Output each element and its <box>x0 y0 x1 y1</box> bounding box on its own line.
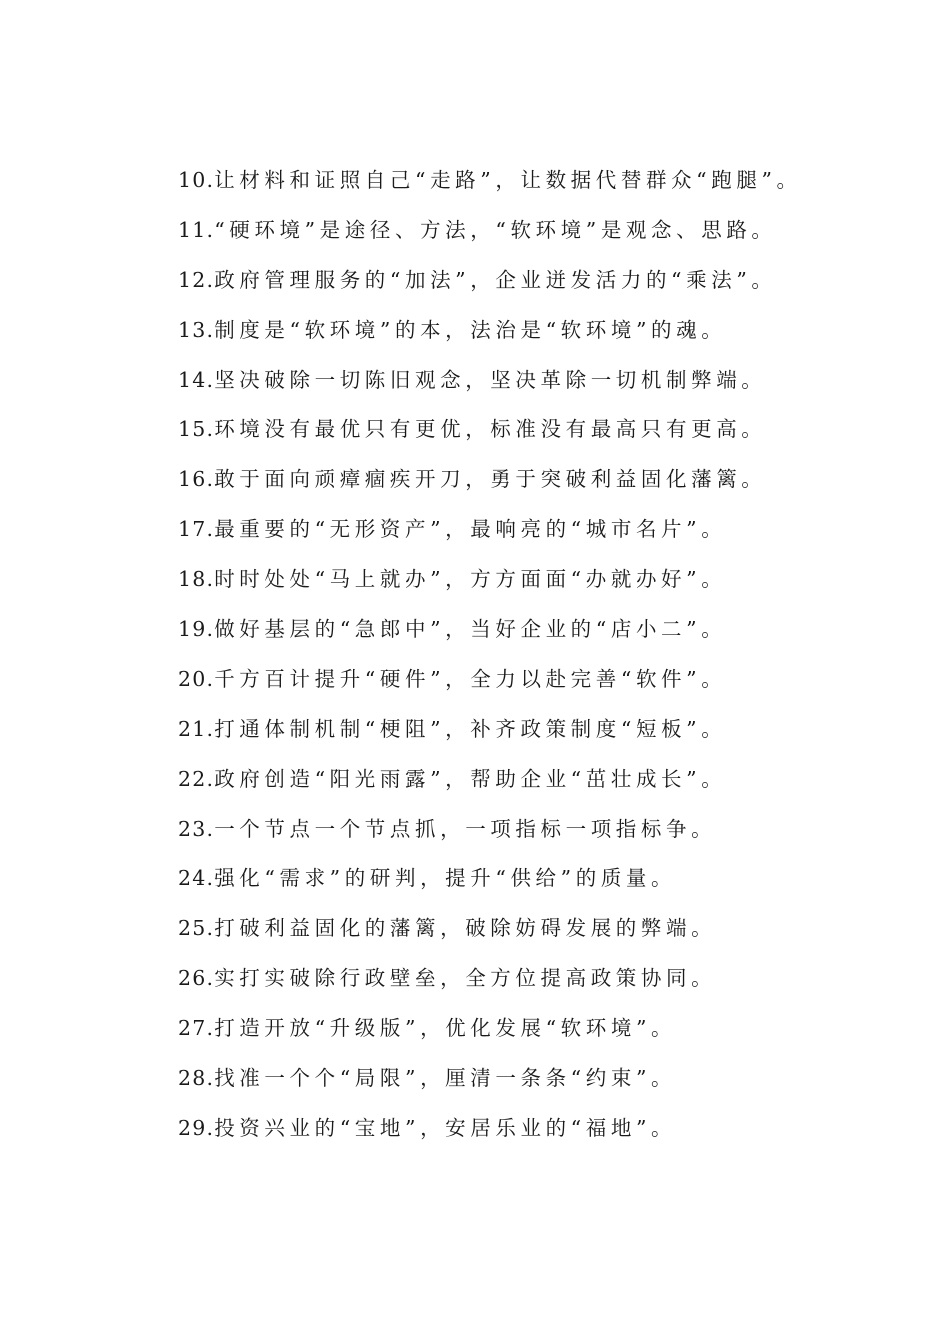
item-number: 12. <box>178 267 215 292</box>
list-item <box>178 206 938 256</box>
item-number: 11. <box>178 217 215 242</box>
item-text: 打破利益固化的藩篱，破除妨碍发展的弊端。 <box>214 916 717 941</box>
item-number: 13. <box>178 317 215 342</box>
item-number: 19. <box>178 617 215 642</box>
item-text: “硬环境”是途径、方法，“软环境”是观念、思路。 <box>214 217 777 242</box>
item-text: 实打实破除行政壁垒，全方位提高政策协同。 <box>214 966 717 991</box>
item-number: 10. <box>178 168 215 192</box>
item-number: 23. <box>178 816 215 841</box>
list-item <box>178 954 938 1004</box>
item-text: 找准一个个“局限”，厘清一条条“约束”。 <box>214 1066 677 1091</box>
list-item <box>178 356 938 406</box>
list-item <box>178 1054 938 1104</box>
item-text: 做好基层的“急郎中”，当好企业的“店小二”。 <box>214 617 727 642</box>
item-text: 让材料和证照自己“走路”，让数据代替群众“跑腿”。 <box>214 168 802 192</box>
item-number: 17. <box>178 517 215 542</box>
item-text: 打造开放“升级版”，优化发展“软环境”。 <box>214 1016 677 1041</box>
list-item <box>178 655 938 705</box>
item-text: 最重要的“无形资产”，最响亮的“城市名片”。 <box>214 517 727 542</box>
list-item <box>178 455 938 505</box>
item-text: 强化“需求”的研判，提升“供给”的质量。 <box>214 866 677 891</box>
item-text: 环境没有最优只有更优，标准没有最高只有更高。 <box>214 417 767 442</box>
list-item <box>178 1004 938 1054</box>
list-item <box>178 256 938 306</box>
item-text: 敢于面向顽瘴痼疾开刀，勇于突破利益固化藩篱。 <box>214 467 767 492</box>
item-number: 22. <box>178 766 215 791</box>
item-number: 29. <box>178 1115 215 1140</box>
item-number: 20. <box>178 666 215 691</box>
item-number: 15. <box>178 417 215 442</box>
slogan-list <box>178 168 938 1179</box>
list-item <box>178 555 938 605</box>
item-number: 16. <box>178 467 215 492</box>
list-item <box>178 605 938 655</box>
item-text: 制度是“软环境”的本，法治是“软环境”的魂。 <box>214 317 727 342</box>
list-item <box>178 156 938 206</box>
list-item <box>178 854 938 904</box>
list-item <box>178 904 938 954</box>
list-item <box>178 705 938 755</box>
item-text: 时时处处“马上就办”，方方面面“办就办好”。 <box>214 567 727 592</box>
list-item <box>178 755 938 805</box>
item-number: 27. <box>178 1016 215 1041</box>
list-item <box>178 1104 938 1154</box>
item-text: 一个节点一个节点抓，一项指标一项指标争。 <box>214 816 717 841</box>
list-item <box>178 306 938 356</box>
item-text: 投资兴业的“宝地”，安居乐业的“福地”。 <box>214 1115 677 1140</box>
item-text: 政府创造“阳光雨露”，帮助企业“茁壮成长”。 <box>214 766 727 791</box>
item-number: 28. <box>178 1066 215 1091</box>
item-number: 14. <box>178 367 215 392</box>
item-text: 政府管理服务的“加法”，企业迸发活力的“乘法”。 <box>214 267 777 292</box>
list-item <box>178 805 938 855</box>
item-number: 25. <box>178 916 215 941</box>
item-text: 坚决破除一切陈旧观念，坚决革除一切机制弊端。 <box>214 367 767 392</box>
item-text: 千方百计提升“硬件”，全力以赴完善“软件”。 <box>214 666 727 691</box>
list-item <box>178 405 938 455</box>
item-number: 18. <box>178 567 215 592</box>
item-text: 打通体制机制“梗阻”，补齐政策制度“短板”。 <box>214 716 727 741</box>
list-item <box>178 505 938 555</box>
item-number: 24. <box>178 866 215 891</box>
item-number: 26. <box>178 966 215 991</box>
item-number: 21. <box>178 716 215 741</box>
